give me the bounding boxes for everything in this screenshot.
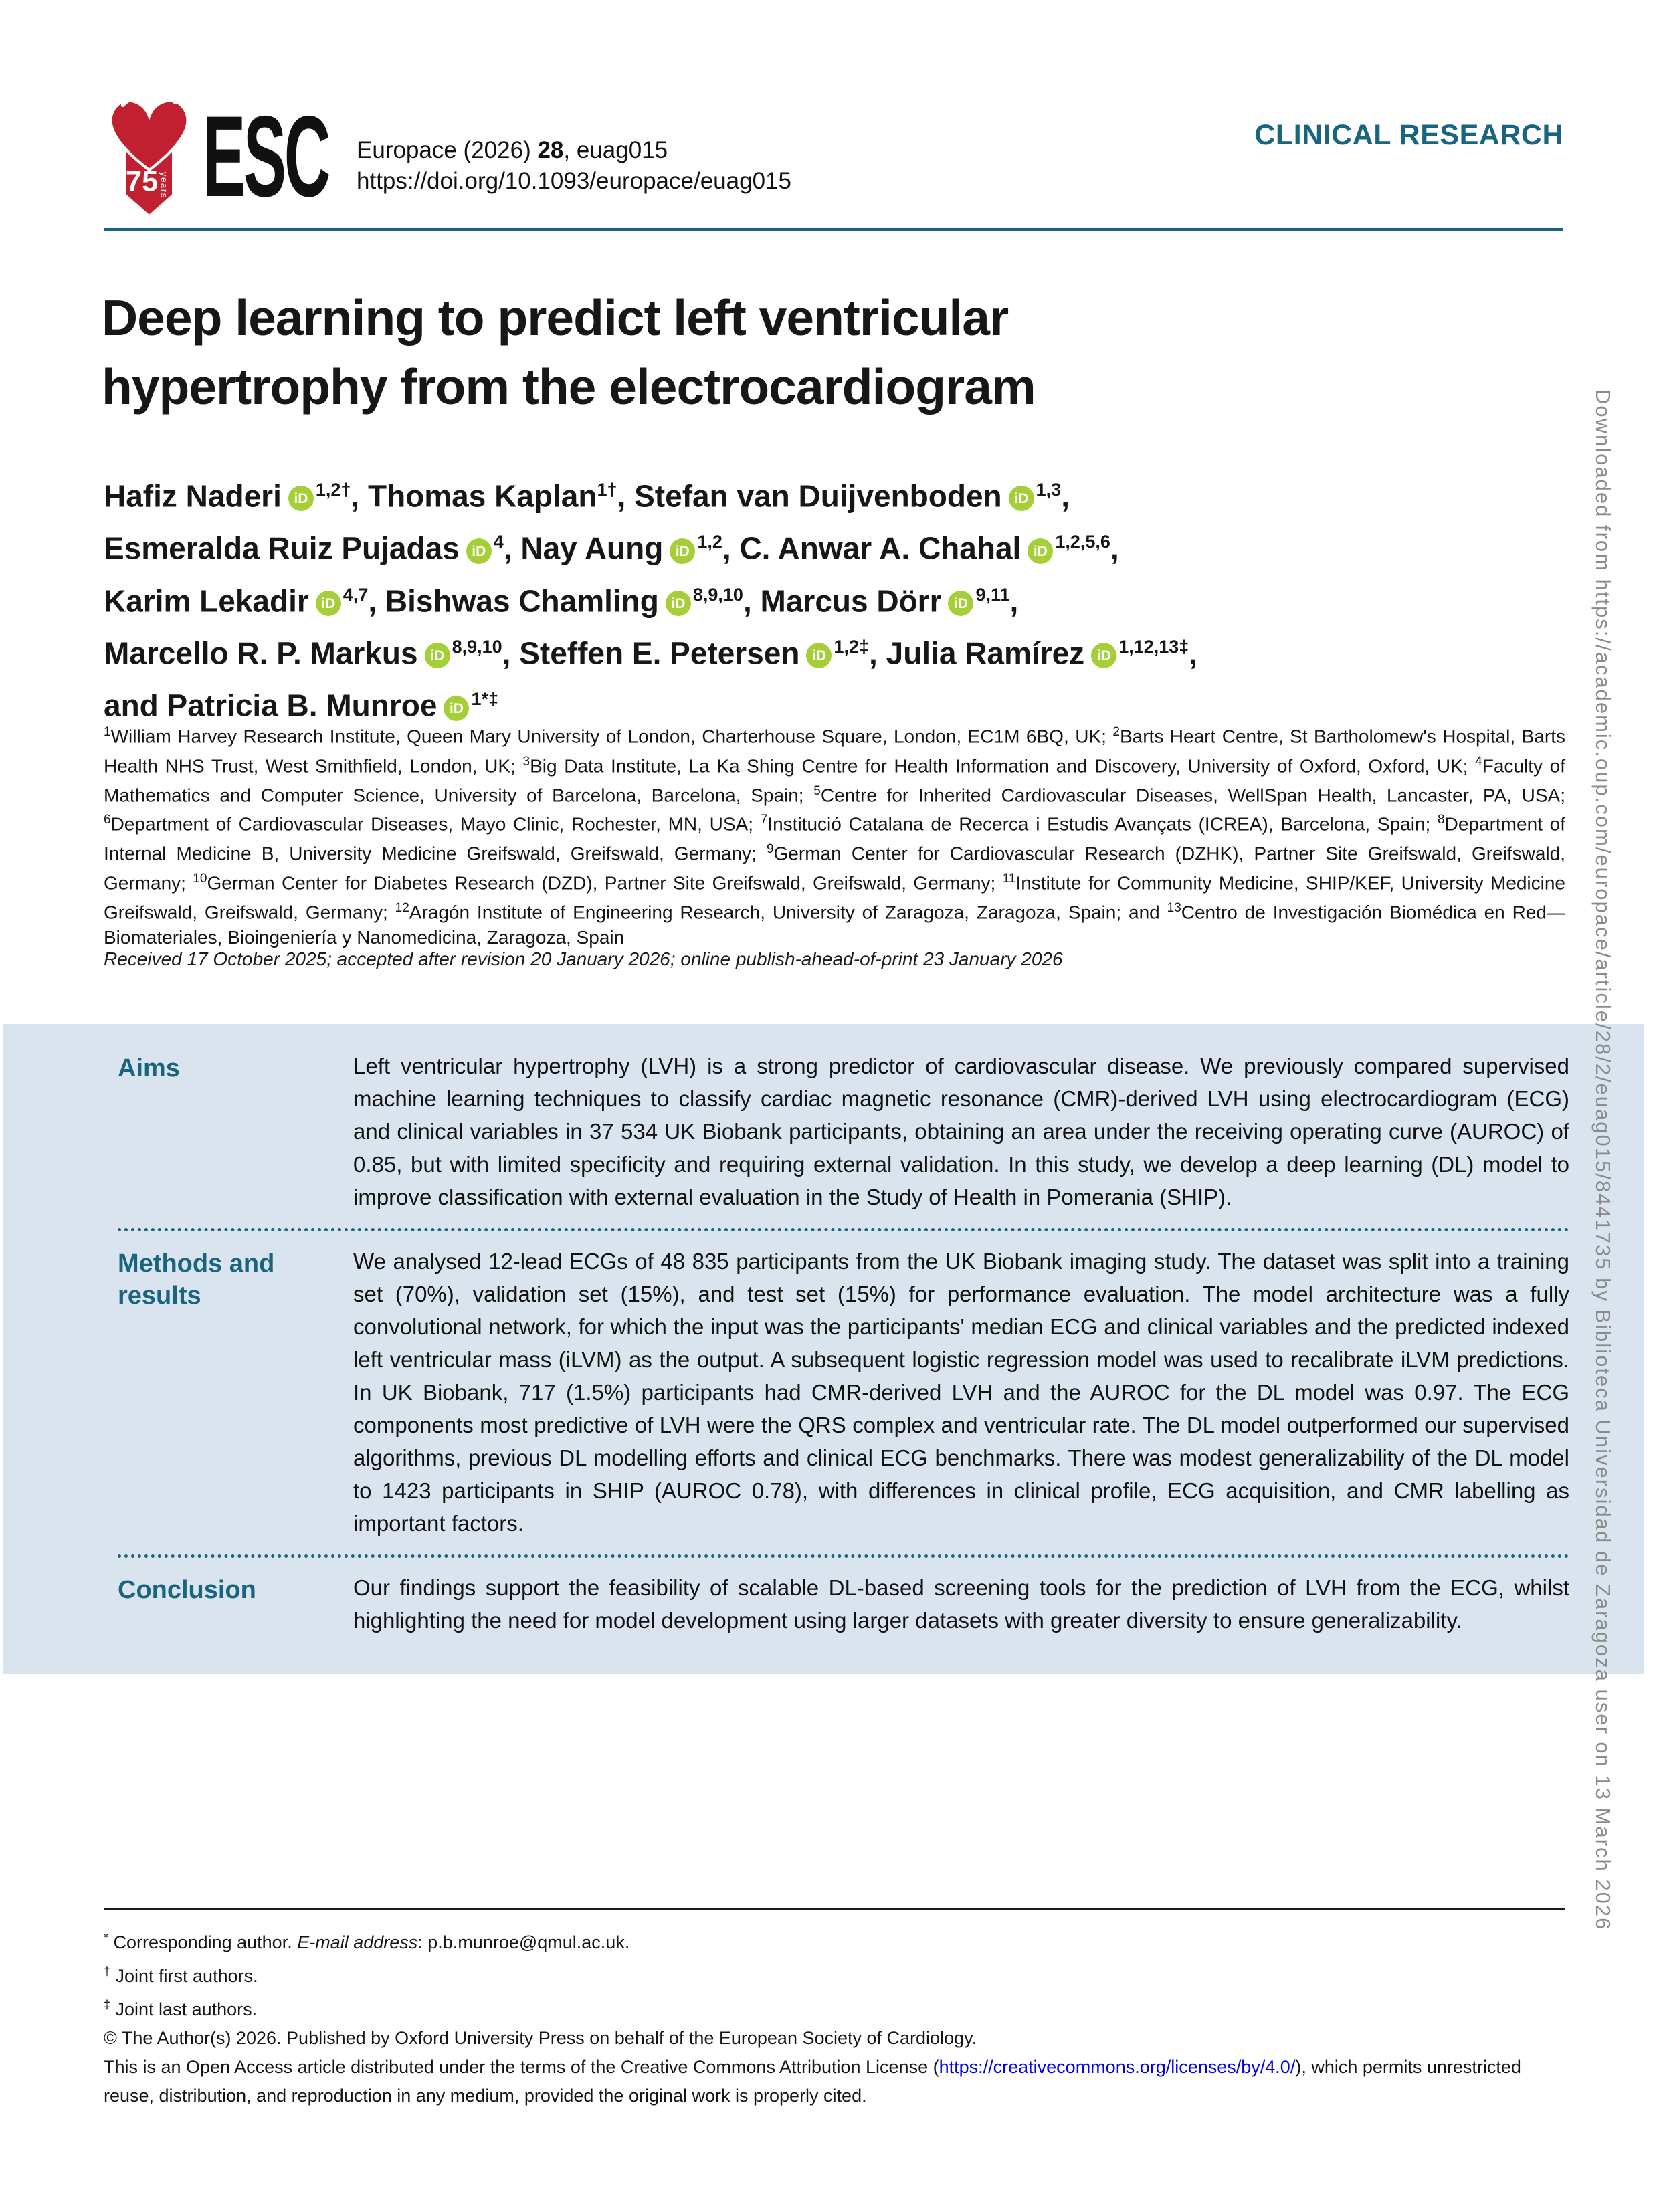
esc-logotype (203, 92, 345, 221)
abstract-section-text: We analysed 12-lead ECGs of 48 835 participants from the UK Biobank imaging study. The dataset was split into a training set (70%), validation set (15%), and test set (15%) for performance evaluation. The model architecture was a fully convolutional network, for which the input was the participants' median ECG and clinical variables and the predicted indexed left ventricular mass (iLVM) as the output. A subsequent logistic regression model was used to recalibrate iLVM predictions. In UK Biobank, 717 (1.5%) participants had CMR-derived LVH and the AUROC for the DL model was 0.97. The ECG components most predictive of LVH were the QRS complex and ventricular rate. The DL model outperformed our supervised algorithms, previous DL modelling efforts and clinical ECG benchmarks. There was modest generalizability of the DL model to 1423 participants in SHIP (AUROC 0.78), with differences in clinical profile, ECG acquisition, and CMR labelling as important factors. (353, 1249, 1569, 1536)
abstract-section-label: Aims (118, 1054, 180, 1082)
orcid-icon[interactable]: iD (316, 591, 341, 616)
author-line: Hafiz Naderi iD $^{1,2\dagger}$, Thomas Kaplan$^{1\dagger}$, Stefan van Duijvenboden iD $^{1,3}$, (104, 478, 1070, 514)
article-title (102, 284, 1036, 421)
author-line: Esmeralda Ruiz Pujadas iD $^4$, Nay Aung iD $^{1,2}$, C. Anwar A. Chahal iD $^{1,2,5,6}$, (104, 530, 1119, 566)
footnote: † Joint first authors. (104, 1965, 258, 1986)
affiliation-superscript: 8 (1438, 813, 1445, 827)
affiliation-superscript: 9 (766, 842, 774, 857)
title-line-2: hypertrophy from the electrocardiogram (102, 358, 1036, 415)
abstract-section-text: Our findings support the feasibility of scalable DL-based screening tools for the prediction of LVH from the ECG, whilst highlighting the need for model development using larger datasets with greater diversity to ensure generalizability. (353, 1575, 1569, 1633)
journal-citation: Europace (2026) 28, euag015 (357, 137, 668, 163)
affiliation-superscript: 7 (760, 813, 768, 827)
affiliation-superscript: 13 (1167, 900, 1181, 915)
doi-link[interactable]: https://doi.org/10.1093/europace/euag015 (357, 167, 791, 194)
author-name: Steffen E. Petersen (519, 635, 800, 671)
affiliation-superscript: 12 (395, 900, 409, 915)
footnote-symbol: † (104, 1965, 111, 1978)
abstract-sections (118, 1049, 1569, 1637)
author-superscript: 4 (493, 532, 504, 552)
orcid-icon[interactable]: iD (444, 696, 469, 721)
abstract-section-label: Methods and results (118, 1249, 275, 1310)
affiliation-superscript: 10 (193, 872, 207, 886)
author-lines (104, 467, 1197, 729)
orcid-icon[interactable]: iD (1028, 538, 1053, 564)
journal-info (357, 135, 791, 196)
author-name: Marcus Dörr (760, 583, 942, 618)
abstract-section (118, 1245, 1569, 1540)
author-superscript: 1† (597, 480, 617, 500)
author-superscript: 1,3 (1036, 480, 1062, 500)
dotted-separator (118, 1228, 1569, 1231)
esc-logo-text: ESC (203, 92, 328, 221)
article-category: CLINICAL RESEARCH (1254, 119, 1563, 151)
footnote-italic: E-mail address (297, 1932, 418, 1952)
orcid-icon[interactable]: iD (466, 538, 492, 564)
orcid-icon[interactable]: iD (666, 591, 691, 616)
author-name: Nay Aung (520, 530, 664, 566)
author-name: and Patricia B. Munroe (104, 688, 437, 723)
journal-volume: 28 (537, 137, 564, 163)
footnote-symbol: * (104, 1931, 109, 1944)
author-name: Julia Ramírez (886, 635, 1085, 671)
esc-heart-icon (104, 92, 195, 225)
abstract-section (118, 1049, 1569, 1213)
affiliation-superscript: 5 (813, 783, 821, 798)
affiliation-superscript: 11 (1002, 872, 1016, 886)
orcid-icon[interactable]: iD (670, 538, 695, 564)
author-superscript: 1,2,5,6 (1055, 532, 1110, 552)
abstract-section (118, 1571, 1569, 1637)
author-name: Stefan van Duijvenboden (634, 478, 1002, 514)
author-name: Bishwas Chamling (385, 583, 659, 618)
footnote-rule (104, 1908, 1565, 1910)
abstract-section-label: Conclusion (118, 1576, 256, 1604)
download-watermark: Downloaded from https://academic.oup.com/europace/article/28/2/euag015/8441735 by Biblioteca Universidad de Zaragoza user on 13 March 2026 (1591, 389, 1615, 1931)
orcid-icon[interactable]: iD (1091, 643, 1116, 668)
author-superscript: 8,9,10 (452, 636, 502, 657)
logo-75-label: 75 (125, 165, 159, 198)
footnote: This is an Open Access article distributed under the terms of the Creative Commons Attribution License (https://creativecommons.org/licenses/by/4.0/), which permits unrestricted reuse, distribution, and reproduction in any medium, provided the original work is properly cited. (104, 2057, 1521, 2106)
orcid-icon[interactable]: iD (425, 643, 450, 668)
author-name: Thomas Kaplan (367, 478, 597, 514)
author-line: Karim Lekadir iD $^{4,7}$, Bishwas Chamling iD $^{8,9,10}$, Marcus Dörr iD $^{9,11}$, (104, 583, 1019, 618)
author-superscript: 4,7 (343, 584, 369, 605)
author-superscript: 1*‡ (471, 689, 498, 710)
cc-license-link[interactable]: https://creativecommons.org/licenses/by/4.0/ (939, 2057, 1296, 2077)
affiliation-superscript: 2 (1112, 725, 1120, 739)
logo-years-label: years (159, 171, 169, 199)
author-name: Marcello R. P. Markus (104, 635, 418, 671)
affiliation-superscript: 4 (1475, 754, 1482, 769)
author-name: Esmeralda Ruiz Pujadas (104, 530, 460, 566)
footnote: ‡ Joint last authors. (104, 1998, 258, 2019)
author-superscript: 1,2 (697, 532, 722, 552)
author-superscript: 8,9,10 (692, 584, 743, 605)
affiliation-superscript: 3 (522, 754, 530, 769)
affiliations: $^1$William Harvey Research Institute, Queen Mary University of London, Charterhouse Square, London, EC1M 6BQ, UK; $^2$Barts Heart Centre, St Bartholomew's Hospital, Barts Health NHS Trust, West Smithfield, London, UK; $^3$Big Data Institute, La Ka Shing Centre for Health Information and Discovery, University of Oxford, Oxford, UK; $^4$Faculty of Mathematics and Computer Science, University of Barcelona, Barcelona, Spain; $^5$Centre for Inherited Cardiovascular Diseases, WellSpan Health, Lancaster, PA, USA; $^6$Department of Cardiovascular Diseases, Mayo Clinic, Rochester, MN, USA; $^7$Institució Catalana de Recerca i Estudis Avançats (ICREA), Barcelona, Spain; $^8$Department of Internal Medicine B, University Medicine Greifswald, Greifswald, Germany; $^9$German Center for Cardiovascular Research (DZHK), Partner Site Greifswald, Greifswald, Germany; $^{10}$German Center for Diabetes Research (DZD), Partner Site Greifswald, Greifswald, Germany; $^{11}$Institute for Community Medicine, SHIP/KEF, University Medicine Greifswald, Greifswald, Germany; $^{12}$Aragón Institute of Engineering Research, University of Zaragoza, Zaragoza, Spain; and $^{13}$Centro de Investigación Biomédica en Red—Biomateriales, Bioingeniería y Nanomedicina, Zaragoza, Spain (104, 725, 1566, 948)
dotted-separator (118, 1554, 1569, 1558)
author-name: Karim Lekadir (104, 583, 309, 618)
orcid-icon[interactable]: iD (288, 486, 314, 511)
author-superscript: 9,11 (975, 584, 1010, 605)
journal-header (104, 92, 1563, 225)
orcid-icon[interactable]: iD (806, 643, 832, 668)
received-dates: Received 17 October 2025; accepted after revision 20 January 2026; online publish-ahead-of-print 23 January 2026 (104, 948, 1063, 969)
header-rule (104, 228, 1563, 231)
author-superscript: 1,2‡ (834, 636, 870, 657)
abstract-box (3, 1024, 1644, 1674)
orcid-icon[interactable]: iD (948, 591, 973, 616)
footnote: © The Author(s) 2026. Published by Oxford University Press on behalf of the European Society of Cardiology. (104, 2028, 977, 2048)
affiliation-superscript: 1 (104, 725, 111, 739)
author-line: Marcello R. P. Markus iD $^{8,9,10}$, Steffen E. Petersen iD $^{1,2\ddagger}$, Julia Ramírez iD $^{1,12,13\ddagger}$, (104, 635, 1198, 671)
author-superscript: 1,12,13‡ (1118, 636, 1189, 657)
journal-brand (104, 92, 791, 225)
footnote-symbol: ‡ (104, 1998, 111, 2011)
author-name: C. Anwar A. Chahal (739, 530, 1021, 566)
title-line-1: Deep learning to predict left ventricular (102, 290, 1009, 346)
orcid-icon[interactable]: iD (1009, 486, 1034, 511)
abstract-section-text: Left ventricular hypertrophy (LVH) is a strong predictor of cardiovascular disease. We previously compared supervised machine learning techniques to classify cardiac magnetic resonance (CMR)-derived LVH using electrocardiogram (ECG) and clinical variables in 37 534 UK Biobank participants, obtaining an area under the receiving operating curve (AUROC) of 0.85, but with limited specificity and requiring external validation. In this study, we develop a deep learning (DL) model to improve classification with external evaluation in the Study of Health in Pomerania (SHIP). (353, 1053, 1569, 1209)
footnotes (104, 1924, 1570, 2110)
affiliation-superscript: 6 (104, 813, 111, 827)
author-superscript: 1,2† (315, 480, 351, 500)
footnote: * Corresponding author. E-mail address: p.b.munroe@qmul.ac.uk. (104, 1931, 630, 1952)
author-name: Hafiz Naderi (104, 478, 282, 514)
